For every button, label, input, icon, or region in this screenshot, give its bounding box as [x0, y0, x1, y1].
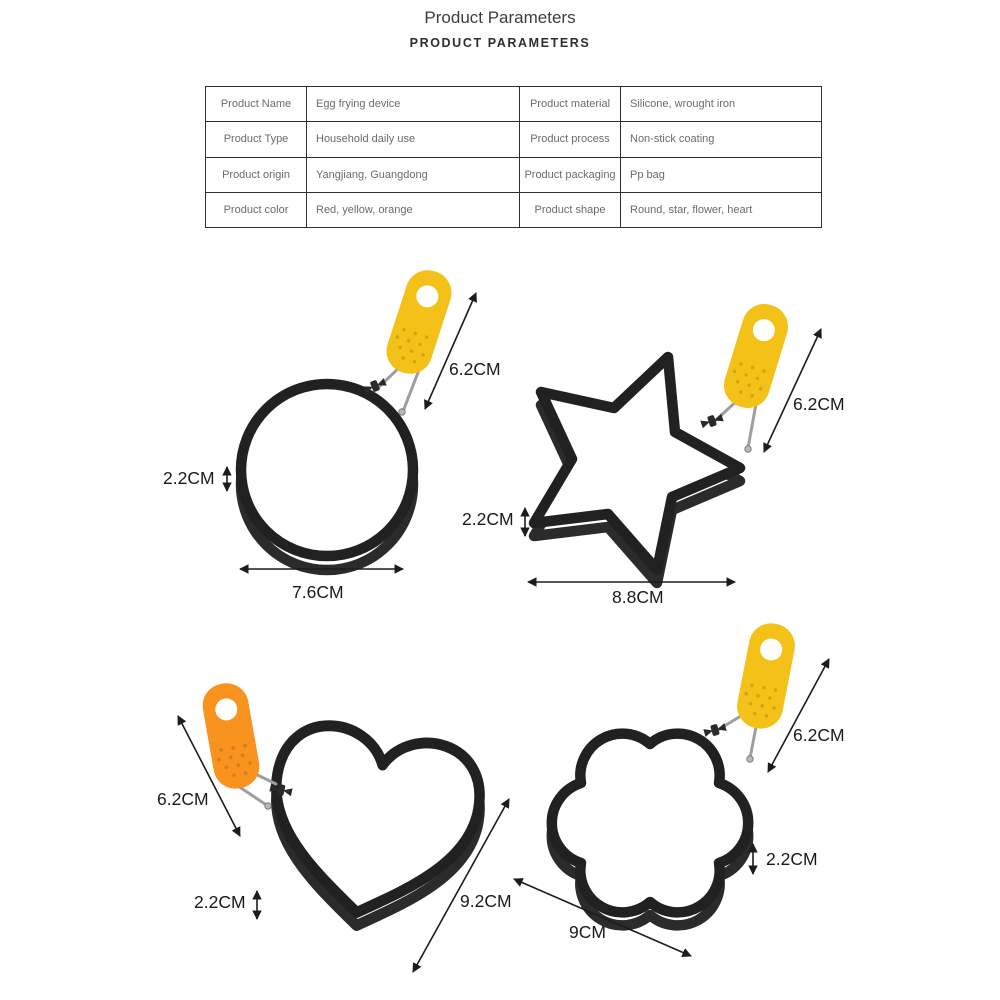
flower-clamp [703, 722, 727, 739]
param-value: Egg frying device [307, 87, 520, 122]
param-value: Silicone, wrought iron [621, 87, 822, 122]
product-flower [514, 620, 829, 956]
flower-width-label: 9CM [569, 922, 606, 942]
flower-silicone-handle [733, 620, 798, 733]
param-value: Red, yellow, orange [307, 192, 520, 227]
param-label: Product shape [520, 192, 621, 227]
param-value: Yangjiang, Guangdong [307, 157, 520, 192]
param-value: Household daily use [307, 122, 520, 157]
param-value: Non-stick coating [621, 122, 822, 157]
page-subtitle: PRODUCT PARAMETERS [409, 36, 591, 50]
product-star [525, 299, 821, 583]
star-width-label: 8.8CM [612, 587, 664, 607]
param-label: Product packaging [520, 157, 621, 192]
flower-mold-shape [552, 734, 748, 913]
heart-rim-height-label: 2.2CM [194, 892, 246, 912]
heart-width-label: 9.2CM [460, 891, 512, 911]
param-label: Product origin [206, 157, 307, 192]
flower-rim-height-label: 2.2CM [766, 849, 818, 869]
round-mold-shape [241, 384, 413, 556]
heart-handle-length-label: 6.2CM [157, 789, 209, 809]
round-width-label: 7.6CM [292, 582, 344, 602]
star-rim-height-label: 2.2CM [462, 509, 514, 529]
param-value: Round, star, flower, heart [621, 192, 822, 227]
param-label: Product process [520, 122, 621, 157]
param-label: Product color [206, 192, 307, 227]
param-label: Product material [520, 87, 621, 122]
param-label: Product Name [206, 87, 307, 122]
page-title: Product Parameters [424, 8, 576, 27]
product-heart [178, 680, 509, 972]
star-mold-shape [534, 357, 740, 570]
star-clamp [700, 412, 724, 429]
round-handle-length-label: 6.2CM [449, 359, 501, 379]
star-silicone-handle [719, 299, 794, 414]
param-label: Product Type [206, 122, 307, 157]
star-handle-length-label: 6.2CM [793, 394, 845, 414]
flower-handle-length-label: 6.2CM [793, 725, 845, 745]
round-rim-height-label: 2.2CM [163, 468, 215, 488]
product-round [227, 264, 476, 570]
param-value: Pp bag [621, 157, 822, 192]
